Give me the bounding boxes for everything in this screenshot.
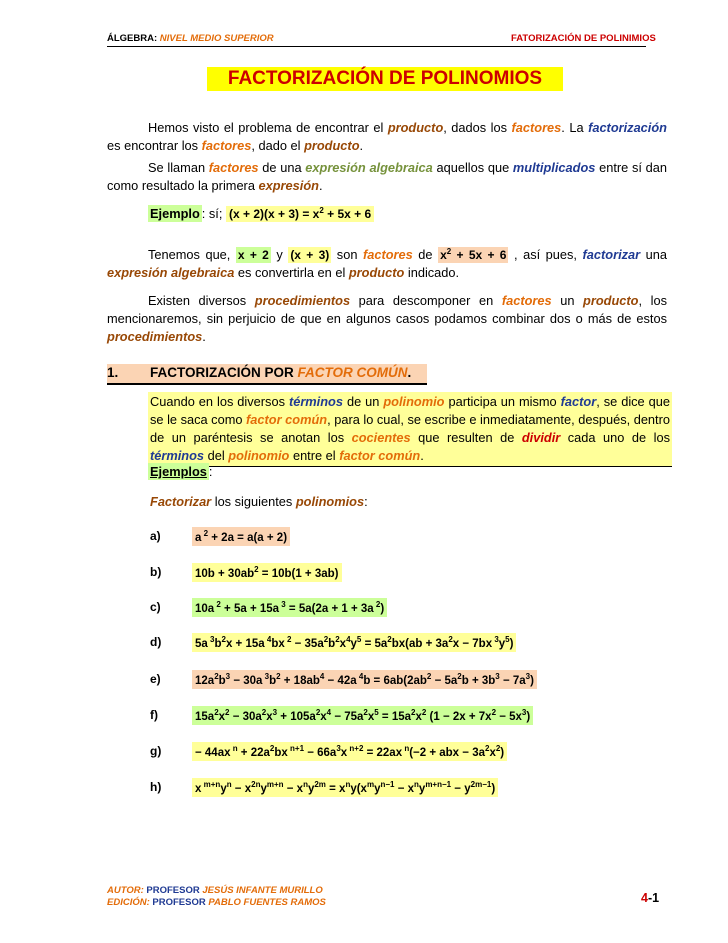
intro-paragraph-2: Se llaman factores de una expresión algebraica aquellos que multiplicados entre sí dan como resultado la primera expresión. bbox=[107, 160, 668, 193]
examples-label: Ejemplos : bbox=[150, 464, 213, 479]
intro-paragraph-1: Hemos visto el problema de encontrar el producto, dados los factores. La factorización es encontrar los factores, dado el producto. bbox=[107, 120, 667, 153]
intro-paragraph-4: Existen diversos procedimientos para descomponer en factores un producto, los mencionaremos, sin perjuicio de que en algunos casos podamos combinar dos o más de estos procedimientos. bbox=[107, 293, 667, 344]
section-underline bbox=[107, 383, 427, 385]
example-equation: − 44ax $^n + 22a^2bx$ $^{n+1} - 66a^3x$ $^{n+2}$ = 22ax $^n$(−2 + abx − $3a^2x^2$) bbox=[192, 742, 507, 761]
example-equation: 5a $^3b^2x + 15a$ $^4$bx $^2 - 35a^2b^2x^4y^5 = 5a^2bx(ab + 3a^2x - 7bx$ $^3y^5$) bbox=[192, 633, 516, 652]
footer-credits: AUTOR: PROFESOR JESÚS INFANTE MURILLO EDICIÓN: PROFESOR PABLO FUENTES RAMOS bbox=[107, 885, 326, 908]
example-label: e) bbox=[150, 672, 161, 686]
example-label: h) bbox=[150, 780, 162, 794]
example-expression: $(x + 2)(x + 3) = x^2 + 5x + 6$ bbox=[226, 206, 374, 222]
example-line: Ejemplo : sí; $(x + 2)(x + 3) = x^2 + 5x + 6$ bbox=[148, 206, 374, 221]
example-label: c) bbox=[150, 600, 161, 614]
example-label: f) bbox=[150, 708, 158, 722]
example-label: g) bbox=[150, 744, 162, 758]
example-equation: 10a $^2$ + 5a + 15a $^3$ = 5a(2a + 1 + 3a $^2$) bbox=[192, 598, 387, 617]
instruction-line: Factorizar los siguientes polinomios: bbox=[150, 494, 368, 509]
example-label: b) bbox=[150, 565, 162, 579]
example-equation: a $^2$ + 2a = a(a + 2) bbox=[192, 527, 290, 546]
example-equation: $10b + 30ab^2 = 10b(1 + 3ab)$ bbox=[192, 563, 342, 582]
example-equation: $15a^2x^2 - 30a^2x^3 + 105a^2x^4 - 75a^2x^5 = 15a^2x^2$ $(1 - 2x + 7x^2 - 5x^3)$ bbox=[192, 706, 533, 725]
running-header-left: ÁLGEBRA: NIVEL MEDIO SUPERIOR bbox=[107, 33, 274, 44]
example-equation: $12a^2b^3 - 30a$ $^3b^2 + 18ab^4 - 42a$ $^4b = 6ab(2ab^2 - 5a^2b + 3b^3 - 7a^3)$ bbox=[192, 670, 537, 689]
page-number: 4-1 bbox=[641, 891, 660, 905]
example-label: a) bbox=[150, 529, 161, 543]
section-heading: 1. FACTORIZACIÓN POR FACTOR COMÚN. bbox=[107, 364, 427, 383]
intro-paragraph-3: Tenemos que, x + 2 y (x + 3) son factores de $x^2 + 5x + 6$ , así pues, factorizar una expresión algebraica es convertirla en el producto indicado. bbox=[107, 247, 668, 280]
running-header-right: FATORIZACIÓN DE POLINIMIOS bbox=[511, 33, 656, 44]
page-title: FACTORIZACIÓN DE POLINOMIOS bbox=[207, 67, 563, 91]
example-label: d) bbox=[150, 635, 162, 649]
example-equation: x $^{m+n}y^n - x^{2n}y^{m+n} - x^ny^{2m} = x^ny(x^my^{n-1} - x^ny^{m+n-1} - y^{2m-1})$ bbox=[192, 778, 498, 797]
header-rule bbox=[107, 46, 646, 47]
definition-box: Cuando en los diversos términos de un polinomio participa un mismo factor, se dice que se le saca como factor común, para lo cual, se escribe e inmediatamente, después, dentro de un paréntesis se anotan los cocientes que resulten de dividir cada uno de los términos del polinomio entre el factor común. bbox=[148, 392, 672, 467]
